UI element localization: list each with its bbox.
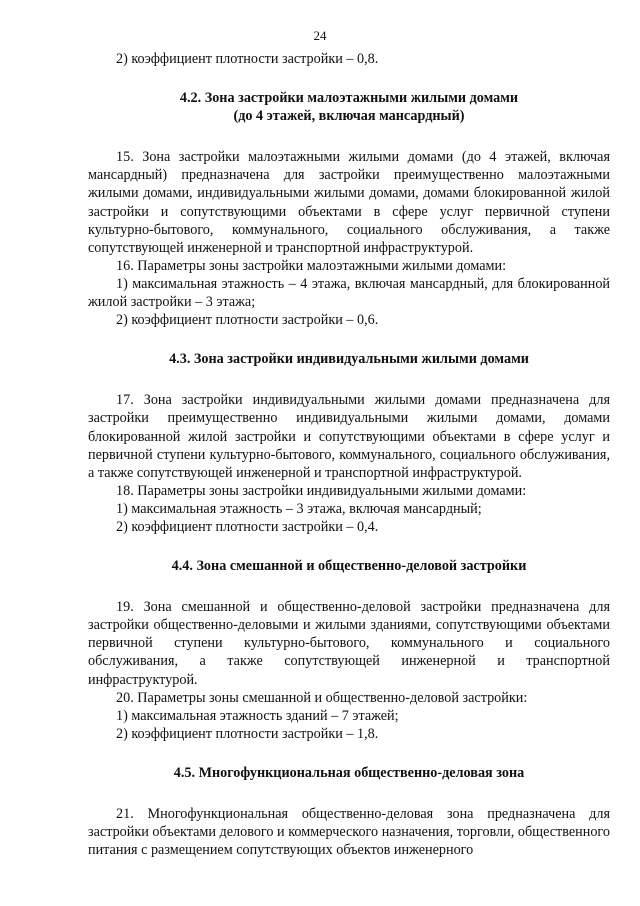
paragraph-15: 15. Зона застройки малоэтажными жилыми домами (до 4 этажей, включая мансардный) предназначена для застройки преимущественно малоэтажными жилыми домами, индивидуальными жилыми домами, домами блокированной жилой застройки и сопутствующими объектами в сфере услуг первичной ступени культурно-бытового, коммунального, социального обслуживания, а также сопутствующей инженерной и транспортной инфраструктурой. (88, 149, 610, 256)
paragraph-17: 17. Зона застройки индивидуальными жилыми домами предназначена для застройки преимущественно индивидуальными жилыми домами, домами блокированной жилой застройки и сопутствующими объектами в сфере услуг и первичной ступени культурно-бытового, коммунального, социального обслуживания, а также сопутствующей инженерной и транспортной инфраструктурой. (88, 392, 610, 481)
document-body (88, 50, 610, 859)
paragraph-20: 20. Параметры зоны смешанной и общественно-деловой застройки: (116, 689, 528, 706)
list-item: 1) максимальная этажность – 4 этажа, включая мансардный, для блокированной жилой застройки – 3 этажа; (88, 275, 610, 311)
section-heading-4-2-line-1: 4.2. Зона застройки малоэтажными жилыми домами (179, 90, 519, 107)
paragraph-21: 21. Многофункциональная общественно-деловая зона предназначена для застройки объектами делового и коммерческого назначения, торговли, общественного питания с размещением сопутствующих объектов инженерного (88, 806, 610, 859)
paragraph-16: 16. Параметры зоны застройки малоэтажными жилыми домами: (116, 257, 507, 274)
list-item: 2) коэффициент плотности застройки – 0,8. (116, 51, 379, 67)
section-heading-4-4: 4.4. Зона смешанной и общественно-деловой застройки (171, 558, 527, 575)
page-number: 24 (313, 28, 327, 43)
paragraph-18: 18. Параметры зоны застройки индивидуальными жилыми домами: (116, 482, 527, 499)
section-heading-4-5: 4.5. Многофункциональная общественно-деловая зона (173, 764, 525, 781)
list-item: 1) максимальная этажность – 3 этажа, включая мансардный; (116, 500, 482, 517)
paragraph-19: 19. Зона смешанной и общественно-деловой застройки предназначена для застройки общественно-деловыми и жилыми зданиями, сопутствующими объектами первичной ступени культурно-бытового, коммунального и социального обслуживания, а также сопутствующей инженерной и транспортной инфраструктурой. (88, 599, 610, 688)
section-heading-4-3: 4.3. Зона застройки индивидуальными жилыми домами (169, 351, 529, 368)
list-item: 1) максимальная этажность зданий – 7 этажей; (116, 707, 399, 724)
section-heading-4-2-line-2: (до 4 этажей, включая мансардный) (233, 108, 465, 125)
list-item: 2) коэффициент плотности застройки – 1,8. (116, 725, 379, 742)
list-item: 2) коэффициент плотности застройки – 0,6. (116, 312, 379, 329)
list-item: 2) коэффициент плотности застройки – 0,4. (116, 518, 379, 535)
